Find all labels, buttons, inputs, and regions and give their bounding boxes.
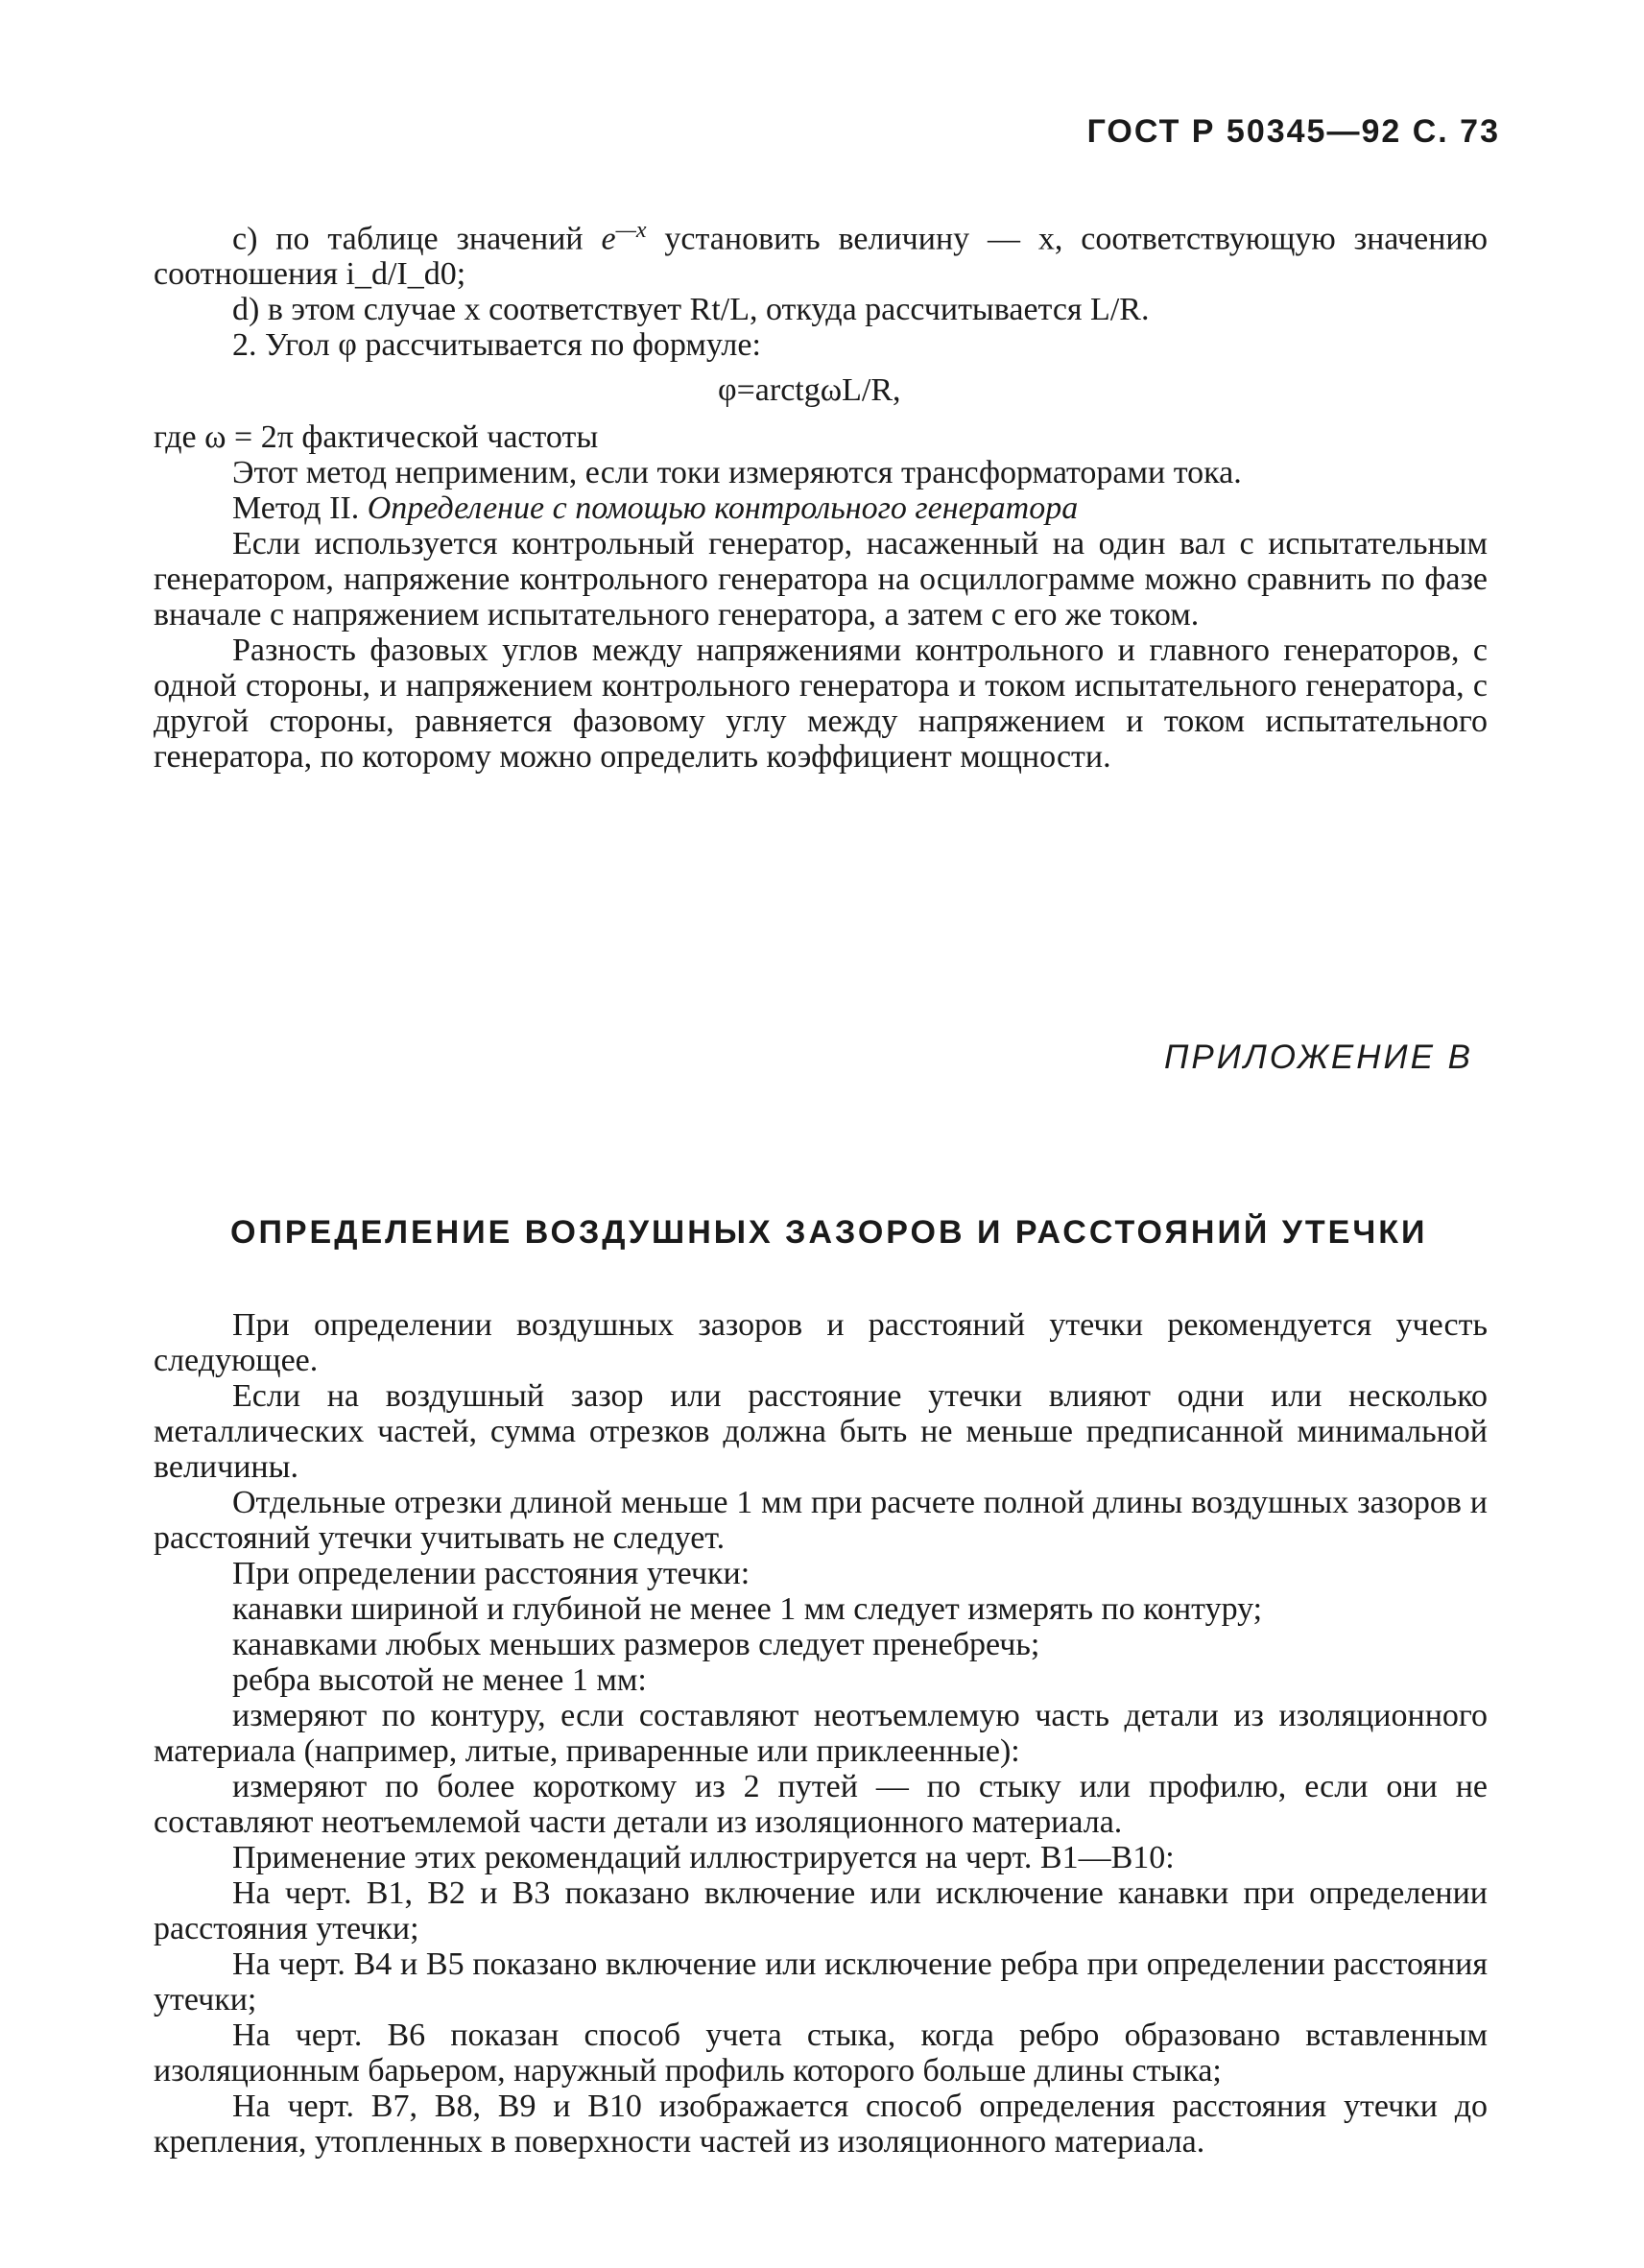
appendix-paragraph: При определении расстояния утечки:: [232, 1556, 751, 1591]
appendix-paragraph: Если на воздушный зазор или расстояние утечки влияют одни или несколько металлических частей, сумма отрезков должна быть не меньше предписанной минимальной величины.: [154, 1378, 1488, 1485]
section-title: ОПРЕДЕЛЕНИЕ ВОЗДУШНЫХ ЗАЗОРОВ И РАССТОЯНИЙ УТЕЧКИ: [230, 1214, 1428, 1251]
appendix-paragraph: Применение этих рекомендаций иллюстрируется на черт. В1—В10:: [232, 1840, 1175, 1875]
exp-base: e: [601, 221, 616, 257]
appendix-paragraph: канавками любых меньших размеров следует пренебречь;: [232, 1627, 1040, 1662]
top-section: [154, 213, 1488, 775]
appendix-paragraph: измеряют по более короткому из 2 путей — по стыку или профилю, если они не составляют неотъемлемой части детали из изоляционного материала.: [154, 1769, 1488, 1840]
paragraph-d: d) в этом случае x соответствует Rt/L, откуда рассчитывается L/R.: [232, 292, 1150, 328]
appendix-label: ПРИЛОЖЕНИЕ В: [1164, 1039, 1473, 1076]
paragraph-phase: Разность фазовых углов между напряжениями контрольного и главного генераторов, с одной стороны, и напряжением контрольного генератора и током испытательного генератора, с другой стороны, равняется фазовому углу между напряжением и током испытательного генератора, по которому можно определить коэффициент мощности.: [154, 633, 1488, 776]
paragraph-angle: 2. Угол φ рассчитывается по формуле:: [232, 327, 761, 364]
appendix-paragraph: На черт. В1, В2 и В3 показано включение или исключение канавки при определении расстояния утечки;: [154, 1875, 1488, 1946]
page-header: ГОСТ Р 50345—92 С. 73: [1086, 113, 1500, 150]
method-title: Определение с помощью контрольного генератора: [367, 490, 1079, 527]
appendix-paragraph: канавки шириной и глубиной не менее 1 мм следует измерять по контуру;: [232, 1591, 1263, 1627]
paragraph-method-2: [154, 490, 1488, 526]
exp-superscript: —x: [615, 218, 647, 243]
appendix-body: [154, 1307, 1488, 2160]
method-label: Метод II.: [232, 490, 368, 527]
appendix-paragraph: измеряют по контуру, если составляют неотъемлемую часть детали из изоляционного материала (например, литые, приваренные или приклеенные):: [154, 1698, 1488, 1769]
paragraph-generator: Если используется контрольный генератор, насаженный на один вал с испытательным генератором, напряжение контрольного генератора на осциллограмме можно сравнить по фазе вначале с напряжением испытательного генератора, а затем с его же током.: [154, 526, 1488, 633]
paragraph-c-prefix: c) по таблице значений: [232, 221, 602, 257]
appendix-paragraph: На черт. В7, В8, В9 и В10 изображается способ определения расстояния утечки до крепления, утопленных в поверхности частей из изоляционного материала.: [154, 2089, 1488, 2160]
appendix-paragraph: При определении воздушных зазоров и расстояний утечки рекомендуется учесть следующее.: [154, 1307, 1488, 1378]
appendix-paragraph: На черт. В6 показан способ учета стыка, когда ребро образовано вставленным изоляционным барьером, наружный профиль которого больше длины стыка;: [154, 2017, 1488, 2089]
formula: φ=arctgωL/R,: [718, 372, 901, 409]
paragraph-method-note: Этот метод неприменим, если токи измеряются трансформаторами тока.: [232, 455, 1242, 491]
appendix-paragraph: ребра высотой не менее 1 мм:: [232, 1662, 647, 1698]
appendix-paragraph: Отдельные отрезки длиной меньше 1 мм при расчете полной длины воздушных зазоров и расстояний утечки учитывать не следует.: [154, 1485, 1488, 1556]
paragraph-c-suffix: установить величину — x, соответствующую значению соотношения i_d/I_d0;: [154, 221, 1488, 293]
paragraph-where: где ω = 2π фактической частоты: [154, 419, 599, 456]
paragraph-c: [154, 213, 1488, 292]
appendix-paragraph: На черт. В4 и В5 показано включение или исключение ребра при определении расстояния утечки;: [154, 1946, 1488, 2017]
